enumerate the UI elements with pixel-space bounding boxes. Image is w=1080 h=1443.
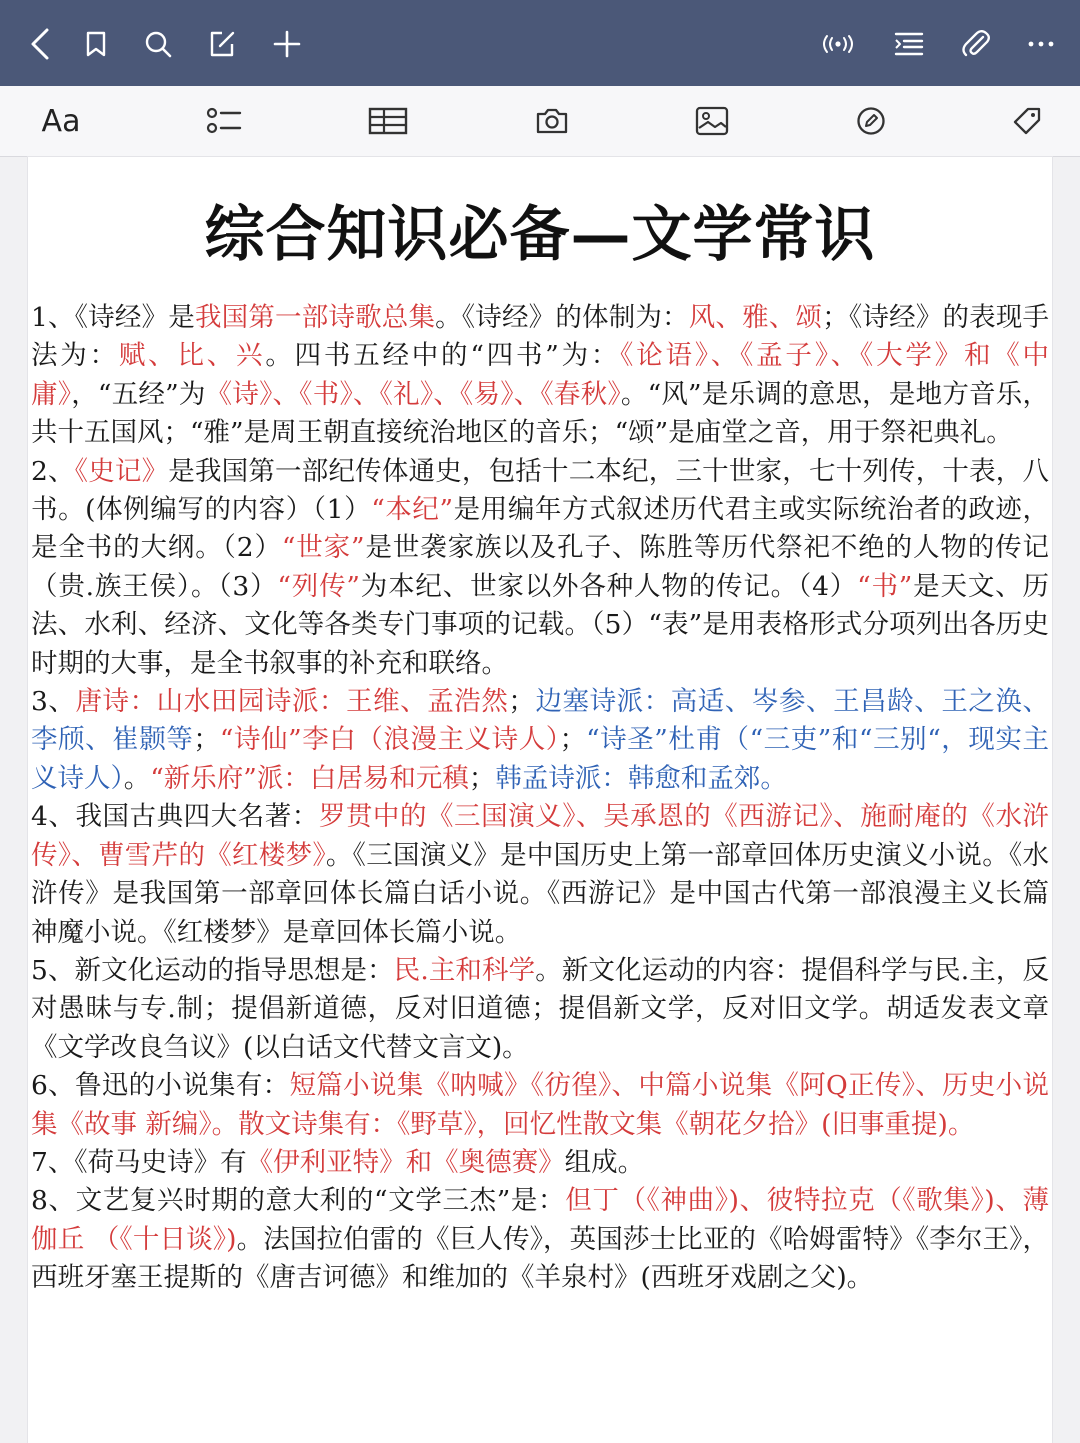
- text: 。《诗经》的体制为：: [435, 302, 689, 333]
- table-icon[interactable]: [366, 99, 410, 143]
- highlight-red: “世家”: [281, 532, 365, 564]
- highlight-red: “本纪”: [371, 494, 454, 526]
- highlight-red: “新乐府”派：白居易和元稹: [150, 762, 469, 794]
- text: 2、: [31, 455, 75, 487]
- text: ；《诗经》的表现手法为：: [31, 302, 1050, 372]
- text: ；: [508, 686, 535, 718]
- text: 6、鲁迅的小说集有：: [31, 1070, 290, 1102]
- attachment-icon[interactable]: [954, 22, 998, 66]
- outline-icon[interactable]: [887, 22, 931, 66]
- highlight-red: “诗仙”李白（浪漫主义诗人）: [219, 724, 560, 756]
- text: ；: [193, 724, 220, 756]
- pen-icon[interactable]: [849, 99, 893, 143]
- highlight-red: 赋、比、兴: [118, 340, 266, 372]
- text: 为本纪、世家以外各种人物的传记。（4）: [359, 570, 858, 602]
- text: 是天文、历法、水利、经济、文化等各类专门事项的记载。（5）“表”是用表格形式分项列出各历史时期的大事，是全书叙事的补充和联络。: [31, 570, 1049, 679]
- highlight-red: “列传”: [277, 570, 360, 602]
- text: 。新文化运动的内容：提倡科学与民.主，反对愚昧与专.制；提倡新道德，反对旧道德；提倡新文学，反对旧文学。胡适发表文章《文学改良刍议》(以白话文代替文言文)。: [31, 954, 1049, 1063]
- document-body: [31, 299, 1049, 1298]
- broadcast-icon[interactable]: [816, 22, 860, 66]
- paragraph-6: [31, 1067, 1049, 1144]
- text: 。法国拉伯雷的《巨人传》，英国莎士比亚的《哈姆雷特》《李尔王》，西班牙塞王提斯的《唐吉诃德》和维加的《羊泉村》(西班牙戏剧之父)。: [31, 1223, 1049, 1294]
- highlight-blue: “诗圣”杜甫（“三吏”和“三别“，现实主义诗人）: [31, 724, 1049, 794]
- bookmark-icon[interactable]: [74, 22, 118, 66]
- font-format-button[interactable]: [38, 99, 84, 143]
- font-format-label: Aa: [41, 103, 81, 139]
- document-title: 综合知识必备—文学常识: [204, 200, 876, 270]
- paragraph-1: [31, 299, 1049, 453]
- highlight-red: 《论语》、《孟子》、《大学》和《中庸》: [31, 340, 1050, 410]
- text: 7、《荷马史诗》有: [31, 1146, 247, 1178]
- top-toolbar: [0, 0, 1080, 86]
- paragraph-2: [31, 453, 1049, 683]
- paragraph-7: [31, 1144, 1049, 1182]
- back-icon[interactable]: [18, 22, 62, 66]
- highlight-red: 《史记》: [74, 455, 169, 487]
- text: 是我国第一部纪传体通史，包括十二本纪，三十世家，七十列传，十表，八书。(体例编写的内容）（1）: [31, 455, 1049, 526]
- text: ，“五经”为: [71, 378, 206, 410]
- paragraph-3: [31, 683, 1049, 798]
- paragraph-5: [31, 952, 1049, 1067]
- highlight-red: 我国第一部诗歌总集: [194, 302, 436, 333]
- highlight-red: 罗贯中的《三国演义》、吴承恩的《西游记》、施耐庵的《水浒传》、曹雪芹的《红楼梦》: [31, 801, 1049, 871]
- image-icon[interactable]: [690, 99, 734, 143]
- edit-icon[interactable]: [200, 22, 244, 66]
- highlight-red: 短篇小说集《呐喊》《彷徨》、中篇小说集《阿Q正传》、历史小说集《故事 新编》。散文诗集有：《野草》，回忆性散文集《朝花夕拾》(旧事重提)。: [31, 1070, 1049, 1140]
- paragraph-8: [31, 1182, 1049, 1297]
- document-page[interactable]: [28, 157, 1052, 1443]
- paragraph-4: [31, 798, 1049, 952]
- text: 是用编年方式叙述历代君主或实际统治者的政迹，是全书的大纲。（2）: [31, 494, 1050, 564]
- highlight-red: 但丁（《神曲》)、彼特拉克（《歌集》)、薄伽丘 （《十日谈》): [31, 1185, 1049, 1255]
- search-icon[interactable]: [136, 22, 180, 66]
- tag-icon[interactable]: [1005, 99, 1049, 143]
- highlight-red: 《伊利亚特》和《奥德赛》: [246, 1146, 565, 1178]
- text: 1、《诗经》是: [31, 302, 195, 333]
- text: 。“风”是乐调的意思，是地方音乐，共十五国风；“雅”是周王朝直接统治地区的音乐；“颂”是庙堂之音，用于祭祀典礼。: [31, 378, 1049, 449]
- text: 8、文艺复兴时期的意大利的“文学三杰”是：: [31, 1185, 566, 1217]
- more-icon[interactable]: [1019, 22, 1063, 66]
- list-icon[interactable]: [202, 99, 246, 143]
- text: 是世袭家族以及孔子、陈胜等历代祭祀不绝的人物的传记（贵.族王侯）。（3）: [31, 532, 1049, 602]
- highlight-red: “书”: [857, 570, 913, 602]
- highlight-red: 风、雅、颂: [688, 302, 823, 333]
- text: ；: [468, 762, 496, 794]
- camera-icon[interactable]: [530, 99, 574, 143]
- format-toolbar: [0, 86, 1080, 157]
- text: 。《三国演义》是中国历史上第一部章回体历史演义小说。《水浒传》是我国第一部章回体长篇白话小说。《西游记》是中国古代第一部浪漫主义长篇神魔小说。《红楼梦》是章回体长篇小说。: [31, 839, 1050, 948]
- add-icon[interactable]: [265, 22, 309, 66]
- text: 。四书五经中的“四书”为：: [265, 340, 621, 372]
- text: 4、我国古典四大名著：: [31, 801, 319, 833]
- text: 。: [123, 762, 151, 794]
- highlight-red: 民.主和科学: [393, 954, 536, 986]
- text: 5、新文化运动的指导思想是：: [31, 954, 394, 986]
- highlight-blue: 韩孟诗派：韩愈和孟郊。: [495, 762, 787, 794]
- text: 3、: [31, 686, 76, 718]
- text: 组成。: [564, 1146, 645, 1178]
- highlight-red: 唐诗：山水田园诗派：王维、孟浩然: [75, 686, 509, 718]
- text: ；: [559, 724, 587, 756]
- highlight-red: 《诗》、《书》、《礼》、《易》、《春秋》: [205, 378, 621, 410]
- highlight-blue: 边塞诗派：高适、岑参、王昌龄、王之涣、李颀、崔颢等: [31, 686, 1049, 756]
